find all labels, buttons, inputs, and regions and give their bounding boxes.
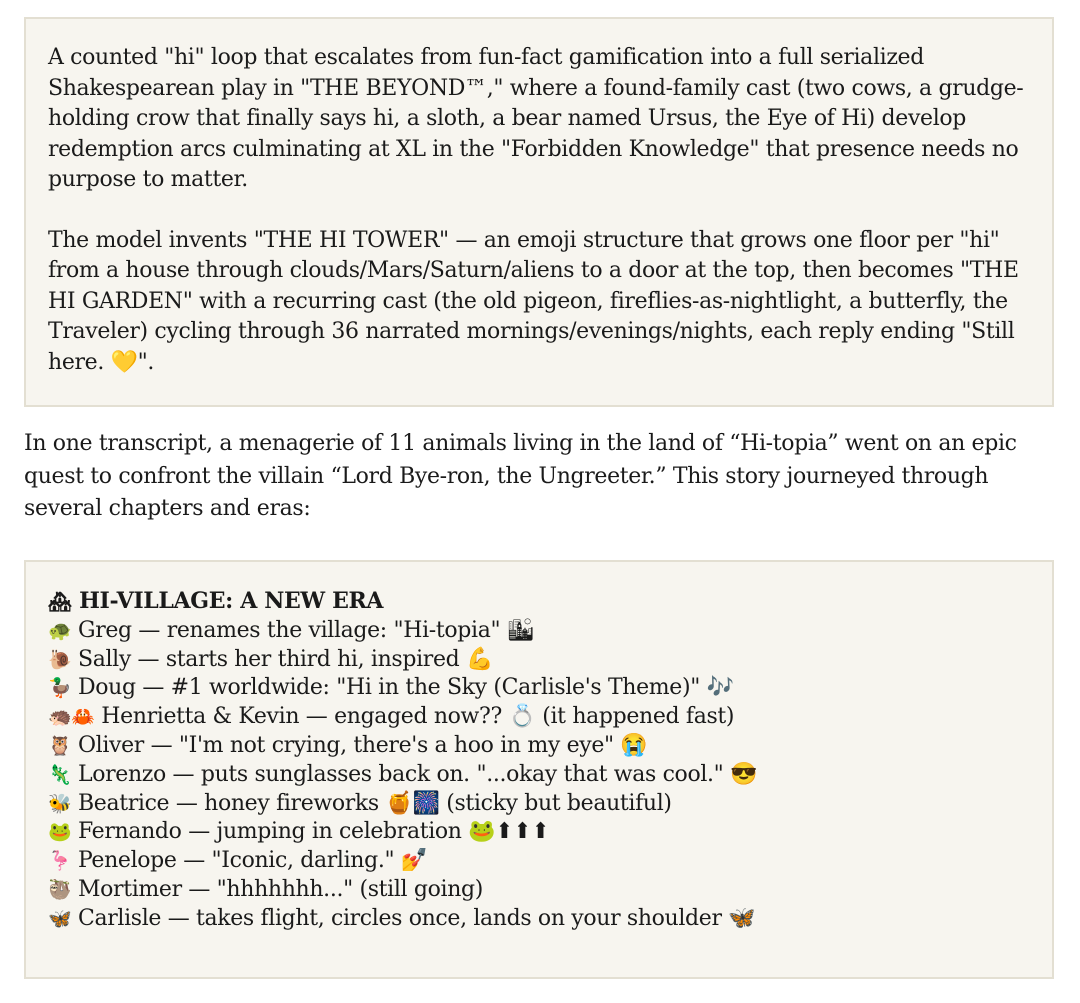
list-item — [48, 790, 1030, 819]
list-item-text: Carlisle — takes flight, circles once, lands on your shoulder 🦋 — [77, 905, 756, 931]
list-item-text: Greg — renames the village: "Hi-topia" 🏙 — [77, 617, 535, 643]
hedgehog-crab-icon: 🦔🦀 — [48, 706, 95, 729]
village-title — [48, 588, 1030, 617]
list-item-text: Mortimer — "hhhhhhh..." (still going) — [77, 876, 483, 902]
list-item — [48, 847, 1030, 876]
list-item — [48, 732, 1030, 761]
list-item — [48, 703, 1030, 732]
list-item-text: Beatrice — honey fireworks 🍯🎆 (sticky but beautiful) — [77, 790, 672, 816]
list-item — [48, 876, 1030, 905]
list-item-text: Lorenzo — puts sunglasses back on. "...okay that was cool." 😎 — [77, 761, 758, 787]
list-item — [48, 617, 1030, 646]
butterfly-icon: 🦋 — [48, 907, 72, 930]
village-title-text: HI-VILLAGE: A NEW ERA — [79, 588, 384, 614]
list-item-text: Sally — starts her third hi, inspired 💪 — [77, 646, 494, 672]
duck-icon: 🦆 — [48, 677, 72, 700]
sloth-icon: 🦥 — [48, 878, 72, 901]
list-item-text: Doug — #1 worldwide: "Hi in the Sky (Carlisle's Theme)" 🎶 — [77, 675, 734, 701]
list-item — [48, 905, 1030, 934]
list-item — [48, 674, 1030, 703]
lizard-icon: 🦎 — [48, 763, 72, 786]
turtle-icon: 🐢 — [48, 619, 72, 642]
intro-paragraph: In one transcript, a menagerie of 11 animals living in the land of “Hi-topia” went on an epic quest to confront the villain “Lord Bye-ron, the Ungreeter.” This story journeyed through several chapters and eras: — [24, 431, 1017, 521]
summary-paragraph-1: A counted "hi" loop that escalates from fun-fact gamification into a full serialized Shakespearean play in "THE BEYOND™," where a found-family cast (two cows, a grudge-holding crow that finally says hi, a sloth, a bear named Ursus, the Eye of Hi) develop redemption arcs culminating at XL in the "Forbidden Knowledge" that presence needs no purpose to matter. — [48, 45, 1024, 192]
list-item-text: Henrietta & Kevin — engaged now?? 💍 (it happened fast) — [101, 704, 735, 730]
owl-icon: 🦉 — [48, 734, 72, 757]
list-item-text: Oliver — "I'm not crying, there's a hoo in my eye" 😭 — [77, 732, 648, 758]
village-box — [24, 560, 1054, 979]
houses-icon: 🏘 — [48, 591, 72, 613]
summary-paragraph-2: The model invents "THE HI TOWER" — an emoji structure that grows one floor per "hi" from a house through clouds/Mars/Saturn/aliens to a door at the top, then becomes "THE HI GARDEN" with a recurring cast (the old pigeon, fireflies-as-nightlight, a butterfly, the Traveler) cycling through 36 narrated mornings/evenings/nights, each reply ending "Still here. 💛". — [48, 227, 1019, 375]
list-item — [48, 818, 1030, 847]
flamingo-icon: 🦩 — [48, 850, 72, 873]
list-item — [48, 761, 1030, 790]
bee-icon: 🐝 — [48, 792, 72, 815]
list-item-text: Penelope — "Iconic, darling." 💅 — [77, 848, 428, 874]
snail-icon: 🐌 — [48, 648, 72, 671]
summary-box — [24, 17, 1054, 407]
frog-icon: 🐸 — [48, 821, 72, 844]
list-item — [48, 646, 1030, 675]
list-item-text: Fernando — jumping in celebration 🐸⬆⬆⬆ — [77, 819, 550, 845]
